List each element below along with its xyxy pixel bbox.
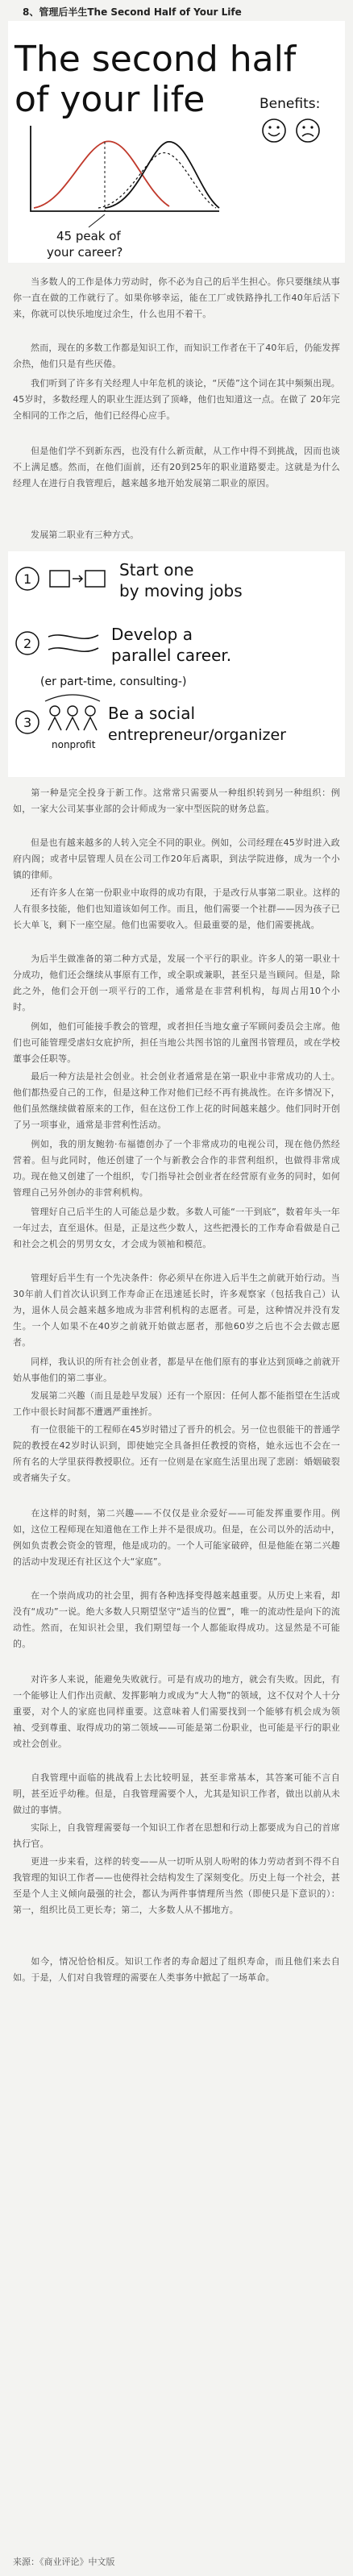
method-two-line2: parallel career.	[111, 646, 232, 665]
source-footer: 来源：《商业评论》中文版	[13, 2557, 115, 2567]
hero-illustration	[8, 21, 345, 263]
paragraph: 管理好自己后半生的人可能总是少数。多数人可能“一干到底”，数着年头一年一年过去，直至退休。但是，正是这些少数人，这些把漫长的工作寿命看做是自己和社会之机会的男男女女，才会成为领袖和模范。	[13, 1207, 340, 1249]
paragraph: 发展第二职业有三种方式。	[31, 530, 139, 540]
career-curve-one	[34, 141, 169, 208]
section-heading: 8、管理后半生The Second Half of Your Life	[23, 6, 242, 18]
paragraph: 更进一步来看，这样的转变——从一切听从别人吩咐的体力劳动者到不得不自我管理的知识工作者——也使得社会结构发生了深刻变化。历史上每一个社会，甚至是个人主义倾向最强的社会，都认为两件事情理所当然（即使只是下意识的）：第一，组织比员工更长寿；第二，大多数人从不挪地方。	[13, 1856, 340, 1915]
hero-drawing	[8, 21, 345, 263]
hero-title-line2: of your life	[15, 79, 206, 120]
paragraph: 为后半生做准备的第二种方式是，发展一个平行的职业。许多人的第一职业十分成功，他们还会继续从事原有工作，或全职或兼职，甚至只是当顾问。但是，除此之外，他们会开创一项平行的工作，通常是在非营利机构，每周占用10个小时。	[13, 954, 340, 1012]
method-two-line1: Develop a	[111, 625, 193, 644]
method-three-caption: nonprofit	[52, 739, 96, 750]
paragraph: 但是他们学不到新东西，也没有什么新贡献，从工作中得不到挑战，因而也谈不上满足感。然而，在他们面前，还有20到25年的职业道路要走。这就是为什么经理人在进行自我管理后，越来越多地开始发展第二职业的原因。	[13, 446, 340, 488]
paragraph: 管理好后半生有一个先决条件：你必须早在你进入后半生之前就开始行动。当30年前人们首次认识到工作寿命正在迅速延长时，许多观察家（包括我自己）认为，退休人员会越来越多地成为非营利机构的志愿者。可是，这种情况并没有发生。一个人如果不在40岁之前就开始做志愿者，那他60岁之后也不会去做志愿者。	[13, 1273, 340, 1348]
paragraph: 但是也有越来越多的人转入完全不同的职业。例如，公司经理在45岁时进入政府内阁；或者中层管理人员在公司工作20年后离职，到法学院进修，成为一个小镇的律师。	[13, 837, 340, 880]
paragraph: 对许多人来说，能避免失败就行。可是有成功的地方，就会有失败。因此，有一个能够让人们作出贡献、发挥影响力或成为“大人物”的领域，这不仅对个人十分重要，对个人的家庭也同样重要。这意味着人们需要找到一个能够有机会成为领袖、受到尊重、取得成功的第二领域——可能是第二份职业，也可能是平行的职业或社会创业。	[13, 1674, 340, 1749]
method-three-number: 3	[23, 715, 32, 730]
people-group-icon	[45, 695, 100, 730]
moving-jobs-icon	[50, 571, 105, 587]
method-two-line3: (er part-time, consulting-)	[40, 675, 187, 688]
sad-face-icon	[297, 119, 319, 142]
methods-drawing	[8, 551, 345, 777]
method-three-line2: entrepreneur/organizer	[108, 726, 286, 744]
career-curve-dashed	[98, 153, 216, 208]
methods-illustration	[8, 551, 345, 777]
paragraph: 最后一种方法是社会创业。社会创业者通常是在第一职业中非常成功的人士。他们都热爱自己的工作，但是这种工作对他们已经不再有挑战性。在许多情况下，他们虽然继续做着原来的工作，但在这份工作上花的时间越来越少。他们同时开创了另一项事业，通常是非营利性活动。	[13, 1071, 340, 1130]
peak-arrow	[89, 214, 105, 227]
paragraph: 在一个崇尚成功的社会里，拥有各种选择变得越来越重要。从历史上来看，却没有“成功”一说。绝大多数人只期望坚守“适当的位置”，唯一的流动性是向下的流动性。然而，在知识社会里，我们期望每一个人都能取得成功。这显然是不可能的。	[13, 1590, 340, 1649]
paragraph: 如今，情况恰恰相反。知识工作者的寿命超过了组织寿命，而且他们来去自如。于是，人们对自我管理的需要在人类事务中掀起了一场革命。	[13, 1956, 340, 1983]
paragraph: 有一位很能干的工程师在45岁时错过了晋升的机会。另一位也很能干的普通学院的教授在42岁时认识到，即使她完全具备担任教授的资格，她永远也不会在一所有名的大学里获得教授职位。还有一位则是在家庭生活里出现了悲剧：婚姻破裂或者痛失子女。	[13, 1424, 340, 1483]
method-one-number: 1	[23, 571, 32, 587]
paragraph: 实际上，自我管理需要每一个知识工作者在思想和行动上都要成为自己的首席执行官。	[13, 1822, 340, 1849]
paragraph: 当多数人的工作是体力劳动时，你不必为自己的后半生担心。你只要继续从事你一直在做的工作就行了。如果你够幸运，能在工厂或铁路挣扎工作40年后活下来，你就可以快乐地度过余生，什么也用不着干。	[13, 276, 340, 319]
method-one-line1: Start one	[119, 560, 194, 580]
parallel-lines-icon	[48, 635, 98, 651]
peak-label-line2: your career?	[47, 245, 123, 260]
paragraph: 然而，现在的多数工作都是知识工作，而知识工作者在干了40年后，仍能发挥余热，他们只是有些厌倦。	[13, 343, 340, 369]
paragraph: 例如，他们可能接手教会的管理，或者担任当地女童子军顾问委员会主席。他们也可能管理受虐妇女庇护所，担任当地公共图书馆的儿童图书管理员，或在学校董事会任职等。	[13, 1021, 340, 1064]
paragraph: 自我管理中面临的挑战看上去比较明显，甚至非常基本，其答案可能不言自明，甚至近乎幼稚。但是，自我管理需要个人，尤其是知识工作者，做出以前从未做过的事情。	[13, 1772, 340, 1815]
paragraph: 同样，我认识的所有社会创业者，都是早在他们原有的事业达到顶峰之前就开始从事他们的第二事业。	[13, 1357, 340, 1383]
method-one-line2: by moving jobs	[119, 581, 243, 600]
paragraph: 发展第二兴趣（而且是趁早发展）还有一个原因：任何人都不能指望在生活或工作中很长时间都不遭遇严重挫折。	[13, 1390, 340, 1417]
peak-label-line1: 45 peak of	[56, 229, 121, 243]
benefits-label: Benefits:	[260, 96, 321, 112]
career-curve-two	[105, 142, 219, 208]
method-two-number: 2	[23, 636, 32, 651]
paragraph: 例如，我的朋友鲍勃·布福德创办了一个非常成功的电视公司，现在他仍然经营着。但与此同时，他还创建了一个与新教会合作的非营利组织，也做得非常成功。现在他又创建了一个组织，专门指导社会创业者在经营原有业务的同时，如何管理自己另外创办的非营利机构。	[13, 1139, 340, 1198]
paragraph: 在这样的时刻，第二兴趣——不仅仅是业余爱好——可能发挥重要作用。例如，这位工程师现在知道他在工作上并不是很成功。但是，在公司以外的活动中，例如负责教会资金的管理，他是成功的。一个人可能家破碎，但是他能在第二兴趣的活动中发现还有社区这个大“家庭”。	[13, 1508, 340, 1567]
paragraph: 第一种是完全投身于新工作。这常常只需要从一种组织转到另一种组织：例如，一家大公司某事业部的会计师成为一家中型医院的财务总监。	[13, 787, 340, 814]
hero-title-line1: The second half	[15, 39, 297, 80]
happy-face-icon	[263, 119, 285, 142]
paragraph: 我们听到了许多有关经理人中年危机的谈论，“厌倦”这个词在其中频频出现。45岁时，多数经理人的职业生涯达到了顶峰，他们也知道这一点。在做了 20年完全相同的工作之后，他们已经得心应手。	[13, 378, 340, 421]
paragraph: 还有许多人在第一份职业中取得的成功有限，于是改行从事第二职业。这样的人有很多技能，他们也知道该如何工作。而且，他们需要一个社群——因为孩子已长大单飞，剩下一座空屋。他们也需要收入。但最重要的是，他们需要挑战。	[13, 887, 340, 930]
method-three-line1: Be a social	[108, 704, 196, 723]
